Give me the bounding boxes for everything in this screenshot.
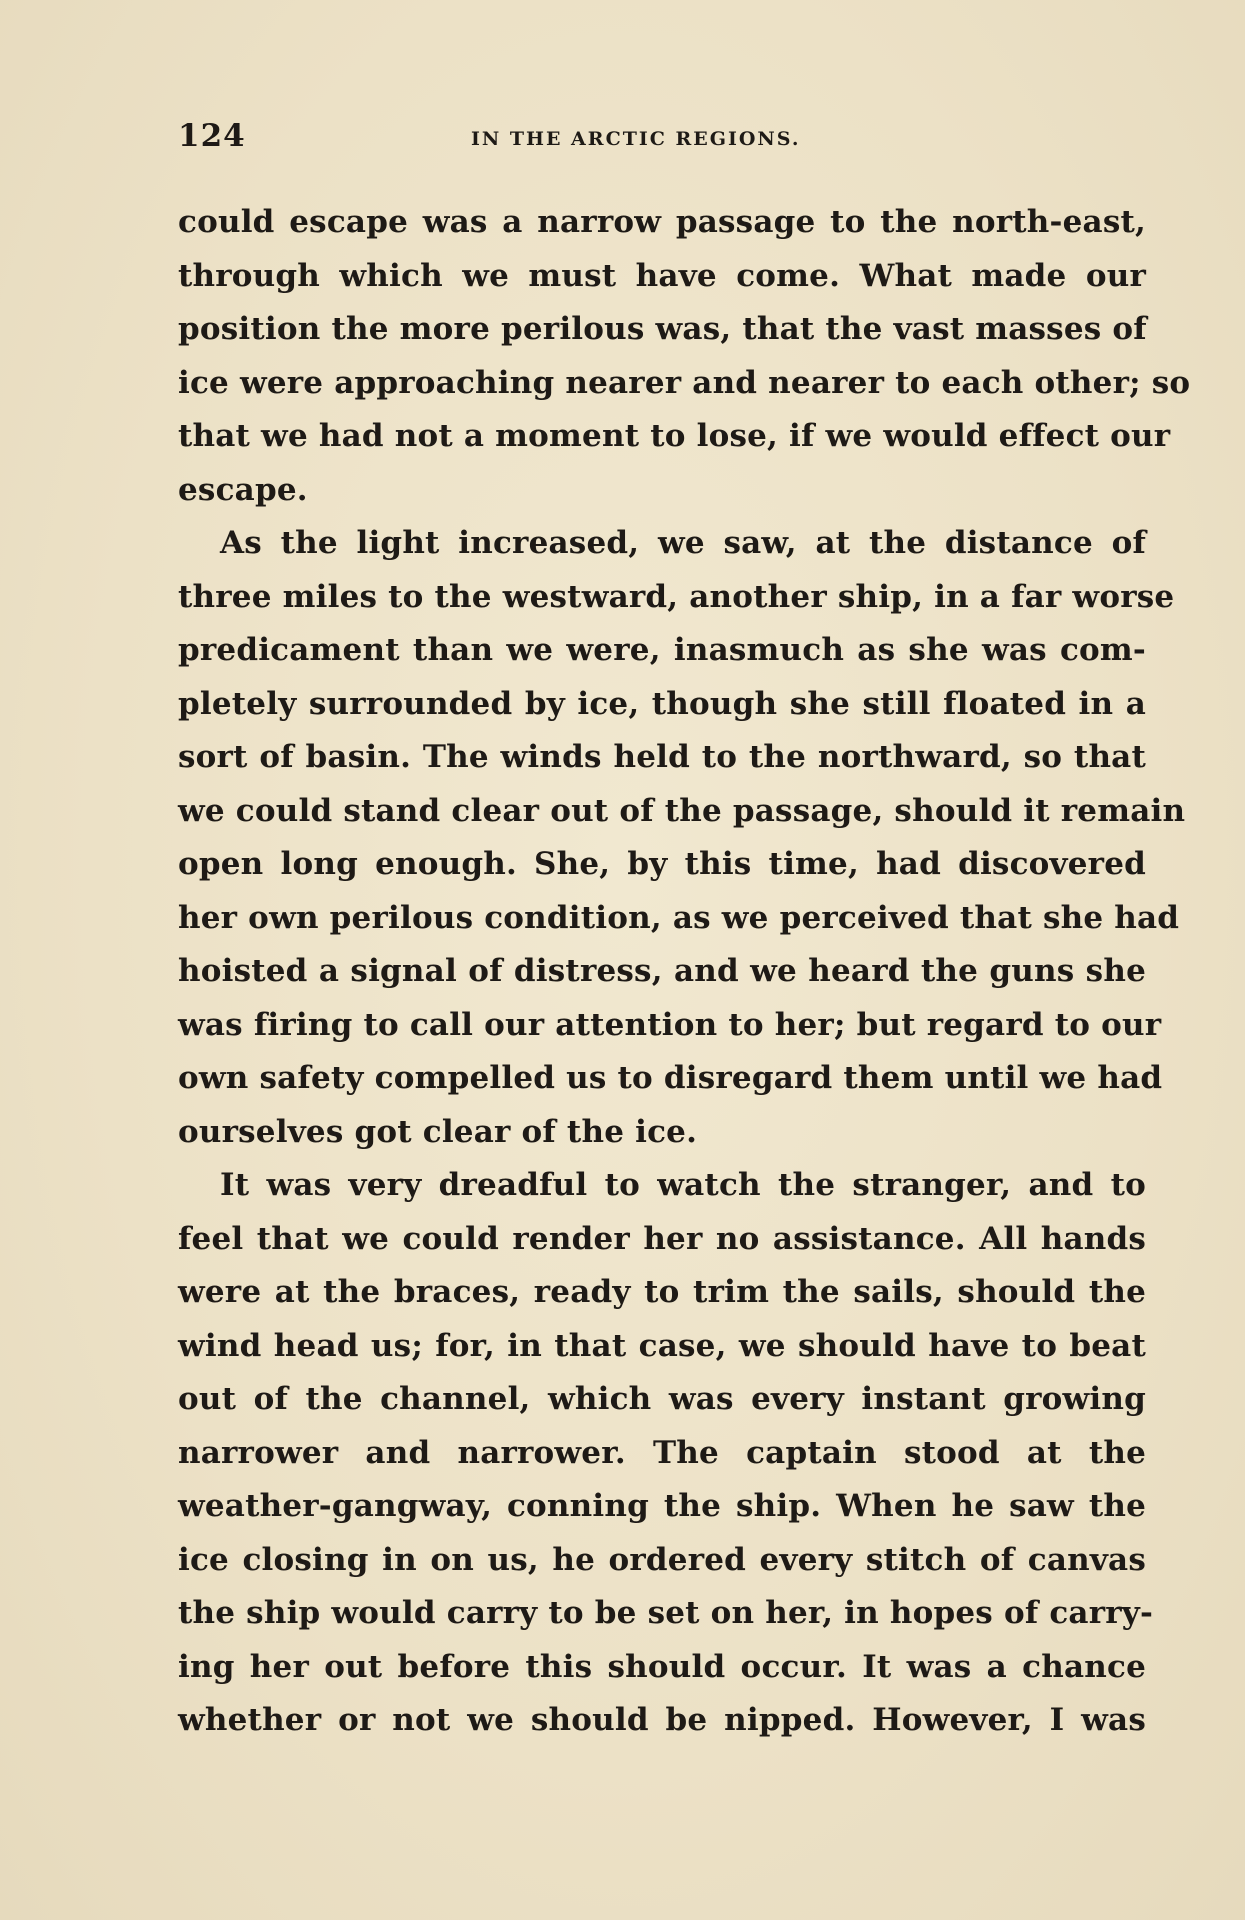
page-header	[178, 118, 1146, 158]
text-line: ice closing in on us, he ordered every stitch of canvas	[178, 1541, 1146, 1578]
text-line: hoisted a signal of distress, and we heard the guns she	[178, 953, 1146, 989]
text-line: her own perilous condition, as we perceived that she had	[178, 899, 1180, 936]
running-head: IN THE ARCTIC REGIONS.	[471, 128, 801, 150]
text-line: was firing to call our attention to her; but regard to our	[178, 1006, 1162, 1043]
text-line: that we had not a moment to lose, if we would effect our	[178, 418, 1171, 454]
text-line: out of the channel, which was every instant growing	[178, 1381, 1146, 1417]
text-line: ice were approaching nearer and nearer to each other; so	[178, 364, 1191, 401]
text-line: were at the braces, ready to trim the sails, should the	[178, 1274, 1146, 1310]
text-line: could escape was a narrow passage to the north-east,	[178, 204, 1146, 240]
text-line: ourselves got clear of the ice.	[178, 1113, 698, 1150]
text-line: whether or not we should be nipped. However, I was	[178, 1702, 1146, 1738]
text-line: the ship would carry to be set on her, in hopes of carry-	[178, 1595, 1154, 1631]
text-line: pletely surrounded by ice, though she still floated in a	[178, 685, 1146, 722]
text-line: open long enough. She, by this time, had discovered	[178, 846, 1146, 882]
text-line: wind head us; for, in that case, we should have to beat	[178, 1327, 1146, 1364]
text-line: we could stand clear out of the passage, should it remain	[178, 792, 1186, 829]
text-line: sort of basin. The winds held to the northward, so that	[178, 739, 1146, 775]
text-line: own safety compelled us to disregard them until we had	[178, 1060, 1163, 1096]
text-line: escape.	[178, 471, 308, 508]
text-line: narrower and narrower. The captain stood at the	[178, 1434, 1146, 1471]
text-line: through which we must have come. What made our	[178, 257, 1146, 294]
text-line: position the more perilous was, that the vast masses of	[178, 311, 1147, 347]
page-number: 124	[178, 118, 246, 154]
text-line: ing her out before this should occur. It was a chance	[178, 1648, 1146, 1685]
text-line: three miles to the westward, another ship, in a far worse	[178, 578, 1175, 615]
text-line: feel that we could render her no assistance. All hands	[178, 1220, 1146, 1257]
text-line: predicament than we were, inasmuch as she was com-	[178, 632, 1146, 668]
text-line: weather-gangway, conning the ship. When he saw the	[178, 1488, 1146, 1524]
body-text	[178, 196, 1191, 1748]
paragraph-start-line: As the light increased, we saw, at the distance of	[220, 525, 1146, 561]
paragraph-start-line: It was very dreadful to watch the stranger, and to	[220, 1167, 1146, 1203]
